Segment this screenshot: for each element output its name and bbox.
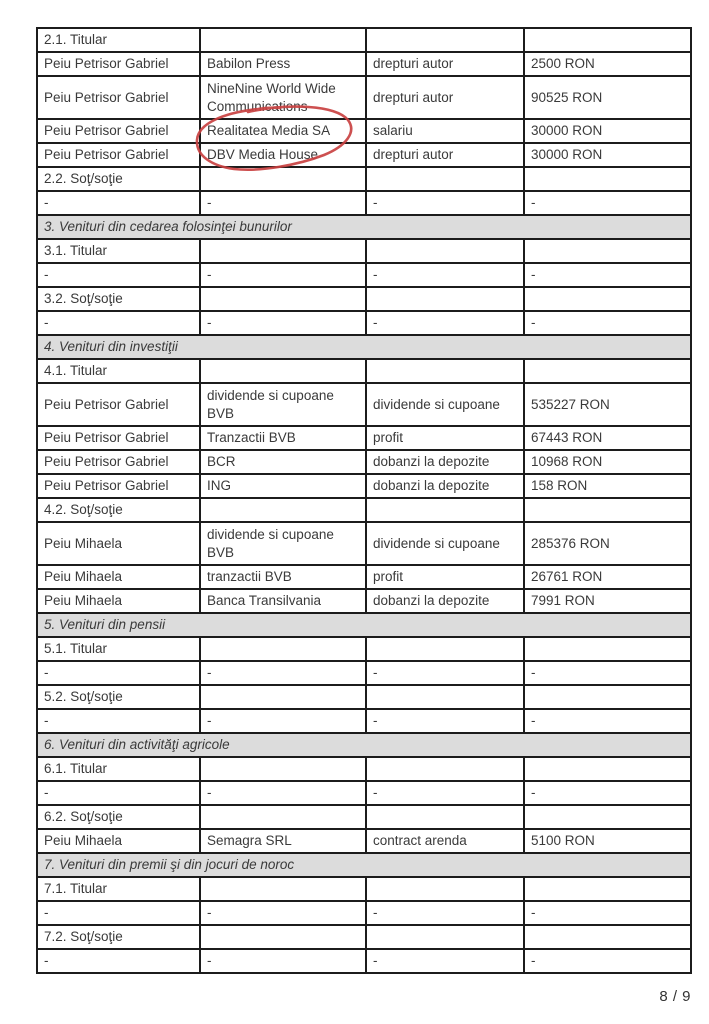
table-cell	[524, 28, 691, 52]
table-cell	[524, 287, 691, 311]
income-table	[36, 27, 692, 974]
table-cell: Tranzactii BVB	[200, 426, 366, 450]
table-cell: DBV Media House	[200, 143, 366, 167]
section-header: 4. Venituri din investiţii	[37, 335, 691, 359]
table-cell	[200, 637, 366, 661]
table-cell: Peiu Petrisor Gabriel	[37, 119, 200, 143]
table-cell	[200, 757, 366, 781]
row-group-label: 3.2. Soţ/soţie	[37, 287, 200, 311]
label-row	[37, 805, 691, 829]
table-cell	[366, 925, 524, 949]
table-cell: 285376 RON	[524, 522, 691, 565]
table-cell: -	[366, 901, 524, 925]
table-cell: dividende si cupoane	[366, 522, 524, 565]
dash-row	[37, 781, 691, 805]
table-cell	[524, 877, 691, 901]
section-row	[37, 335, 691, 359]
table-cell: -	[524, 191, 691, 215]
table-cell: Peiu Petrisor Gabriel	[37, 143, 200, 167]
table-cell	[200, 287, 366, 311]
table-cell: drepturi autor	[366, 52, 524, 76]
table-cell	[524, 925, 691, 949]
table-cell: -	[524, 949, 691, 973]
table-cell: Peiu Petrisor Gabriel	[37, 52, 200, 76]
data-row	[37, 474, 691, 498]
data-row	[37, 76, 691, 119]
table-cell: -	[524, 781, 691, 805]
dash-row	[37, 709, 691, 733]
table-cell	[366, 877, 524, 901]
table-cell: dobanzi la depozite	[366, 450, 524, 474]
table-cell: profit	[366, 426, 524, 450]
table-cell: -	[366, 311, 524, 335]
section-row	[37, 853, 691, 877]
table-cell: Peiu Petrisor Gabriel	[37, 450, 200, 474]
table-cell: -	[200, 901, 366, 925]
income-table-body	[37, 28, 691, 973]
table-cell	[524, 757, 691, 781]
table-cell	[366, 359, 524, 383]
table-cell: drepturi autor	[366, 143, 524, 167]
table-cell: salariu	[366, 119, 524, 143]
table-cell: -	[366, 263, 524, 287]
table-cell: 535227 RON	[524, 383, 691, 426]
table-cell: -	[37, 949, 200, 973]
table-cell	[366, 167, 524, 191]
table-cell: 67443 RON	[524, 426, 691, 450]
row-group-label: 6.2. Soţ/soţie	[37, 805, 200, 829]
table-cell	[366, 239, 524, 263]
table-cell: tranzactii BVB	[200, 565, 366, 589]
table-cell	[200, 877, 366, 901]
row-group-label: 3.1. Titular	[37, 239, 200, 263]
dash-row	[37, 661, 691, 685]
table-cell: Peiu Petrisor Gabriel	[37, 474, 200, 498]
table-cell: -	[200, 949, 366, 973]
table-cell: -	[524, 709, 691, 733]
data-row	[37, 589, 691, 613]
table-cell: contract arenda	[366, 829, 524, 853]
label-row	[37, 167, 691, 191]
data-row	[37, 383, 691, 426]
table-cell	[366, 498, 524, 522]
table-cell: dobanzi la depozite	[366, 589, 524, 613]
table-cell: -	[366, 191, 524, 215]
row-group-label: 6.1. Titular	[37, 757, 200, 781]
label-row	[37, 498, 691, 522]
row-group-label: 2.2. Soţ/soţie	[37, 167, 200, 191]
label-row	[37, 637, 691, 661]
section-row	[37, 733, 691, 757]
table-cell: Babilon Press	[200, 52, 366, 76]
table-cell: 26761 RON	[524, 565, 691, 589]
data-row	[37, 829, 691, 853]
table-cell: -	[37, 311, 200, 335]
data-row	[37, 52, 691, 76]
table-cell: Banca Transilvania	[200, 589, 366, 613]
table-cell: profit	[366, 565, 524, 589]
table-cell: -	[200, 311, 366, 335]
table-cell: -	[37, 709, 200, 733]
table-cell: 90525 RON	[524, 76, 691, 119]
table-cell: -	[200, 191, 366, 215]
table-cell: Realitatea Media SA	[200, 119, 366, 143]
table-cell: 5100 RON	[524, 829, 691, 853]
data-row	[37, 426, 691, 450]
table-cell	[200, 685, 366, 709]
table-cell: Peiu Petrisor Gabriel	[37, 383, 200, 426]
table-cell	[366, 757, 524, 781]
table-cell: Peiu Mihaela	[37, 522, 200, 565]
dash-row	[37, 901, 691, 925]
table-cell: Semagra SRL	[200, 829, 366, 853]
table-cell	[366, 28, 524, 52]
label-row	[37, 28, 691, 52]
table-cell	[366, 287, 524, 311]
section-header: 7. Venituri din premii şi din jocuri de noroc	[37, 853, 691, 877]
table-cell: 7991 RON	[524, 589, 691, 613]
page-number: 8 / 9	[659, 988, 691, 1005]
table-cell: -	[366, 661, 524, 685]
table-cell: -	[366, 949, 524, 973]
table-cell: -	[200, 263, 366, 287]
table-cell: -	[37, 661, 200, 685]
data-row	[37, 450, 691, 474]
data-row	[37, 522, 691, 565]
data-row	[37, 565, 691, 589]
table-cell	[524, 685, 691, 709]
table-cell: 158 RON	[524, 474, 691, 498]
table-cell: -	[524, 901, 691, 925]
table-cell: ING	[200, 474, 366, 498]
row-group-label: 5.1. Titular	[37, 637, 200, 661]
table-cell	[366, 637, 524, 661]
dash-row	[37, 191, 691, 215]
table-cell: dobanzi la depozite	[366, 474, 524, 498]
dash-row	[37, 263, 691, 287]
row-group-label: 2.1. Titular	[37, 28, 200, 52]
table-cell: -	[37, 901, 200, 925]
table-cell	[200, 239, 366, 263]
table-cell	[524, 239, 691, 263]
table-cell: dividende si cupoane	[366, 383, 524, 426]
label-row	[37, 925, 691, 949]
table-cell: -	[37, 781, 200, 805]
table-cell: -	[37, 263, 200, 287]
label-row	[37, 685, 691, 709]
table-cell: BCR	[200, 450, 366, 474]
table-cell	[200, 805, 366, 829]
label-row	[37, 359, 691, 383]
table-cell: NineNine World Wide Communications	[200, 76, 366, 119]
row-group-label: 4.1. Titular	[37, 359, 200, 383]
label-row	[37, 239, 691, 263]
data-row	[37, 143, 691, 167]
row-group-label: 7.2. Soţ/soţie	[37, 925, 200, 949]
table-cell: -	[200, 661, 366, 685]
row-group-label: 7.1. Titular	[37, 877, 200, 901]
table-cell: -	[366, 709, 524, 733]
dash-row	[37, 311, 691, 335]
table-cell: Peiu Petrisor Gabriel	[37, 426, 200, 450]
table-cell	[524, 805, 691, 829]
table-cell	[200, 28, 366, 52]
table-cell: drepturi autor	[366, 76, 524, 119]
table-cell: 10968 RON	[524, 450, 691, 474]
table-cell	[200, 498, 366, 522]
section-row	[37, 613, 691, 637]
table-cell	[524, 637, 691, 661]
table-cell: -	[200, 781, 366, 805]
table-cell: 30000 RON	[524, 119, 691, 143]
table-cell: Peiu Mihaela	[37, 589, 200, 613]
dash-row	[37, 949, 691, 973]
table-cell: Peiu Mihaela	[37, 829, 200, 853]
row-group-label: 5.2. Soţ/soţie	[37, 685, 200, 709]
row-group-label: 4.2. Soţ/soţie	[37, 498, 200, 522]
section-header: 5. Venituri din pensii	[37, 613, 691, 637]
table-cell: -	[37, 191, 200, 215]
table-cell: 30000 RON	[524, 143, 691, 167]
table-cell: Peiu Petrisor Gabriel	[37, 76, 200, 119]
table-cell: dividende si cupoane BVB	[200, 522, 366, 565]
table-cell	[524, 359, 691, 383]
section-row	[37, 215, 691, 239]
table-cell: -	[366, 781, 524, 805]
data-row	[37, 119, 691, 143]
table-cell	[200, 359, 366, 383]
table-cell: dividende si cupoane BVB	[200, 383, 366, 426]
table-cell	[366, 685, 524, 709]
label-row	[37, 287, 691, 311]
table-cell: -	[524, 311, 691, 335]
table-cell	[524, 167, 691, 191]
section-header: 3. Venituri din cedarea folosinţei bunurilor	[37, 215, 691, 239]
table-cell: Peiu Mihaela	[37, 565, 200, 589]
table-cell	[524, 498, 691, 522]
table-cell	[200, 925, 366, 949]
table-cell	[200, 167, 366, 191]
table-cell: -	[524, 263, 691, 287]
table-cell: 2500 RON	[524, 52, 691, 76]
section-header: 6. Venituri din activităţi agricole	[37, 733, 691, 757]
label-row	[37, 877, 691, 901]
label-row	[37, 757, 691, 781]
table-cell: -	[200, 709, 366, 733]
table-cell: -	[524, 661, 691, 685]
table-cell	[366, 805, 524, 829]
